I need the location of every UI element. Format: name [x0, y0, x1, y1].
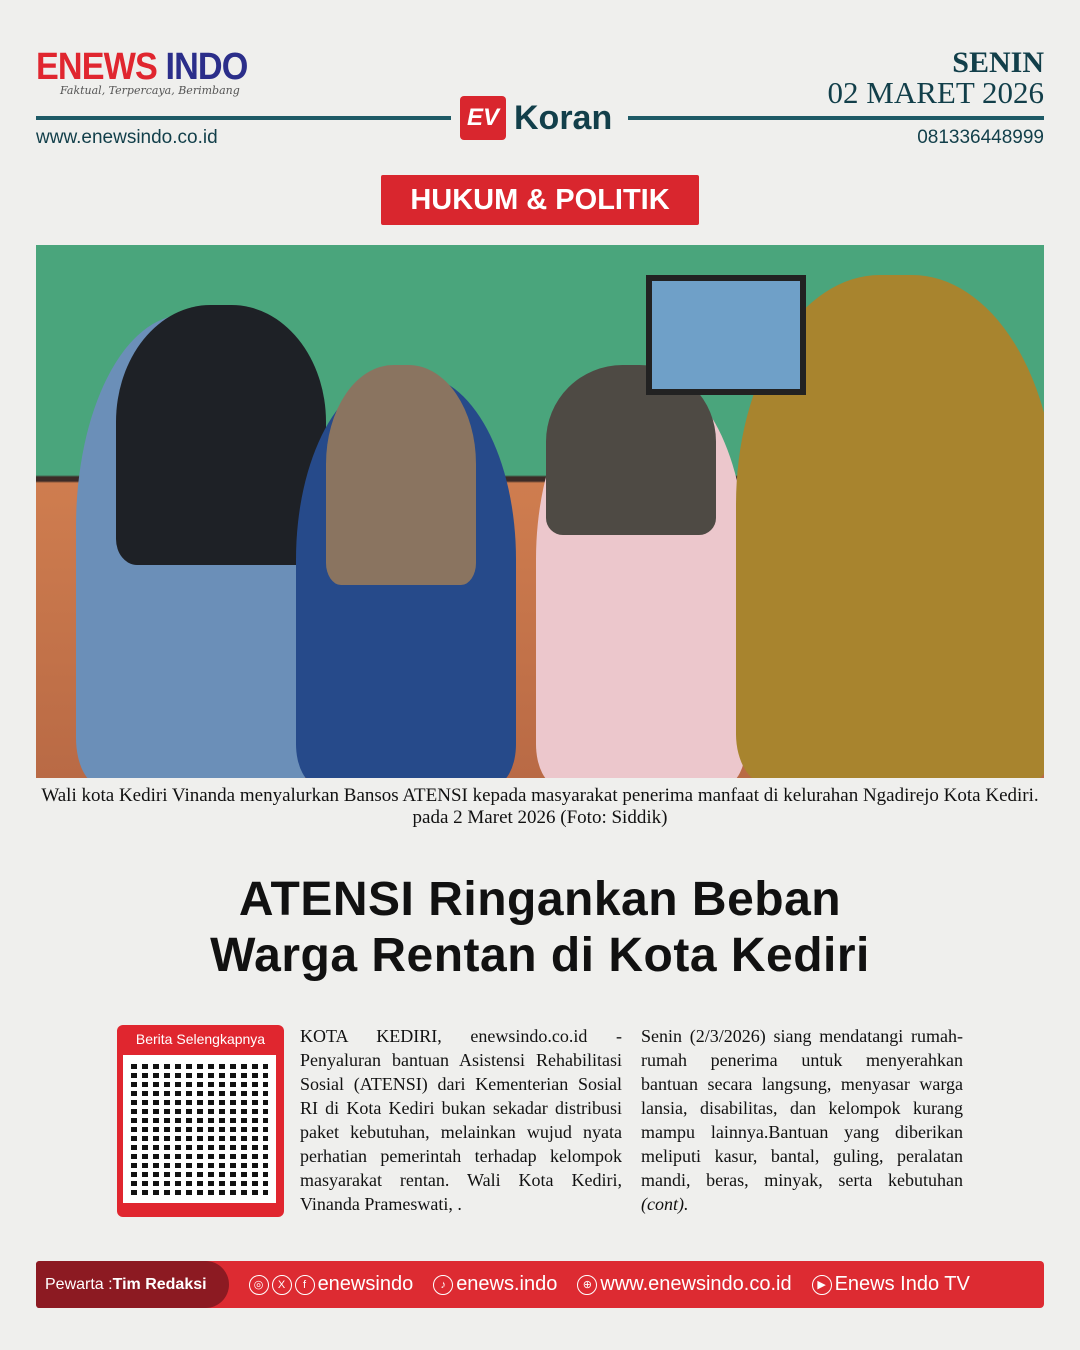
- globe-icon: ⊕: [577, 1275, 597, 1295]
- qr-code-icon[interactable]: [123, 1055, 276, 1203]
- youtube-link[interactable]: ▶ Enews Indo TV: [812, 1273, 970, 1296]
- ev-logo-icon: EV: [460, 96, 506, 140]
- qr-card[interactable]: Berita Selengkapnya: [117, 1025, 284, 1217]
- tiktok-link[interactable]: ♪ enews.indo: [433, 1273, 557, 1296]
- website-link[interactable]: ⊕ www.enewsindo.co.id: [577, 1273, 791, 1296]
- footer-bar: [36, 1261, 1044, 1308]
- photo-caption: Wali kota Kediri Vinanda menyalurkan Bansos ATENSI kepada masyarakat penerima manfaat di kelurahan Ngadirejo Kota Kediri. pada 2 Maret 2026 (Foto: Siddik): [41, 785, 1039, 828]
- phone: 081336448999: [917, 127, 1044, 148]
- logo: ENEWS INDO: [36, 46, 248, 88]
- article-column-2: Senin (2/3/2026) siang mendatangi rumah-rumah penerima untuk menyerahkan bantuan secara langsung, menyasar warga lansia, disabilitas, dan kelompok kurang mampu lainnya.Bantuan yang diberikan meliputi kasur, bantal, guling, peralatan mandi, beras, minyak, serta kebutuhan (cont).: [641, 1026, 963, 1214]
- social-link[interactable]: ◎ X f enewsindo: [249, 1273, 414, 1296]
- divider: [36, 116, 451, 120]
- edition-badge: EV Koran: [460, 96, 612, 140]
- news-photo: [36, 245, 1044, 778]
- x-icon: X: [272, 1275, 292, 1295]
- divider: [628, 116, 1044, 120]
- facebook-icon: f: [295, 1275, 315, 1295]
- website[interactable]: www.enewsindo.co.id: [36, 127, 218, 148]
- headline: ATENSI Ringankan Beban Warga Rentan di Kota Kediri: [210, 873, 870, 982]
- youtube-icon: ▶: [812, 1275, 832, 1295]
- category-badge: HUKUM & POLITIK: [381, 175, 699, 225]
- date: SENIN 02 MARET 2026: [827, 46, 1044, 110]
- tagline: Faktual, Terpercaya, Berimbang: [60, 84, 240, 97]
- reporter: Pewarta : Tim Redaksi: [36, 1261, 229, 1308]
- instagram-icon: ◎: [249, 1275, 269, 1295]
- tiktok-icon: ♪: [433, 1275, 453, 1295]
- article-column-1: KOTA KEDIRI, enewsindo.co.id - Penyaluran bantuan Asistensi Rehabilitasi Sosial (ATENSI) dari Kementerian Sosial RI di Kota Kediri bukan sekadar distribusi paket kebutuhan, melainkan wujud nyata perhatian pemerintah terhadap kelompok masyarakat rentan. Wali Kota Kediri, Vinanda Prameswati, .: [300, 1026, 622, 1214]
